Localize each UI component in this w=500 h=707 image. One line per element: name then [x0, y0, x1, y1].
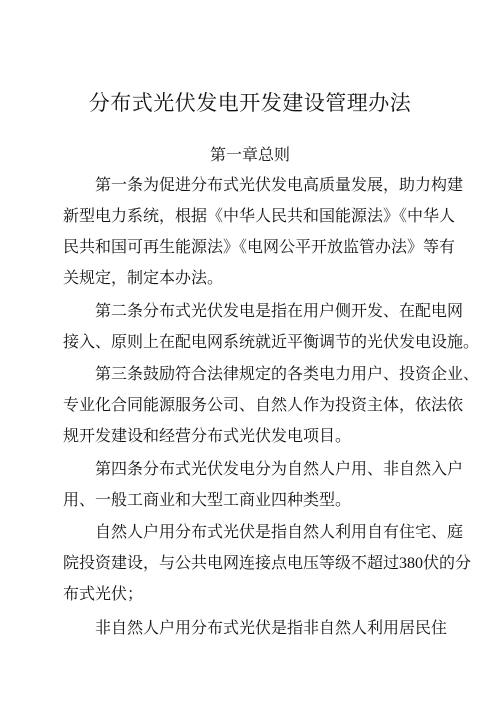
- article-2-line-1: 第二条分布式光伏发电是指在用户侧开发、在配电网: [95, 301, 464, 320]
- article-4-line-1: 第四条分布式光伏发电分为自然人户用、非自然入户: [95, 459, 464, 478]
- article-1-line-1: 第一条为促进分布式光伏发电高质量发展，助力构建: [95, 175, 464, 194]
- article-3-line-2: 专业化合同能源服务公司、自然人作为投资主体，依法依: [63, 395, 464, 414]
- article-1-line-4: 关规定，制定本办法。: [63, 268, 224, 287]
- paragraph-household-line-2: [63, 552, 471, 575]
- article-3-line-3: 规开发建设和经营分布式光伏发电项目。: [63, 426, 352, 445]
- article-3-line-1: 第三条鼓励符合法律规定的各类电力用户、投资企业、: [95, 364, 480, 383]
- article-1-line-2: 新型电力系统，根据《中华人民共和国能源法》《中华人: [63, 206, 456, 225]
- paragraph-household-line-1: 自然人户用分布式光伏是指自然人利用自有住宅、庭: [95, 522, 464, 541]
- line-text-tail: 伏的分: [423, 553, 472, 572]
- voltage-value: 380: [399, 555, 424, 572]
- line-text: 院投资建设，与公共电网连接点电压等级不超过: [63, 553, 400, 572]
- article-1-line-3: 民共和国可再生能源法》《电网公平开放监管办法》等有: [63, 237, 456, 256]
- paragraph-non-household-line-1: 非自然人户用分布式光伏是指非自然人利用居民住: [95, 618, 448, 637]
- document-title: 分布式光伏发电开发建设管理办法: [88, 91, 412, 115]
- article-4-line-2: 用、一般工商业和大型工商业四种类型。: [63, 490, 352, 509]
- paragraph-household-line-3: 布式光伏；: [63, 584, 144, 603]
- chapter-title: 第一章总则: [209, 145, 290, 164]
- article-2-line-2: 接入、原则上在配电网系统就近平衡调节的光伏发电设施。: [63, 332, 480, 351]
